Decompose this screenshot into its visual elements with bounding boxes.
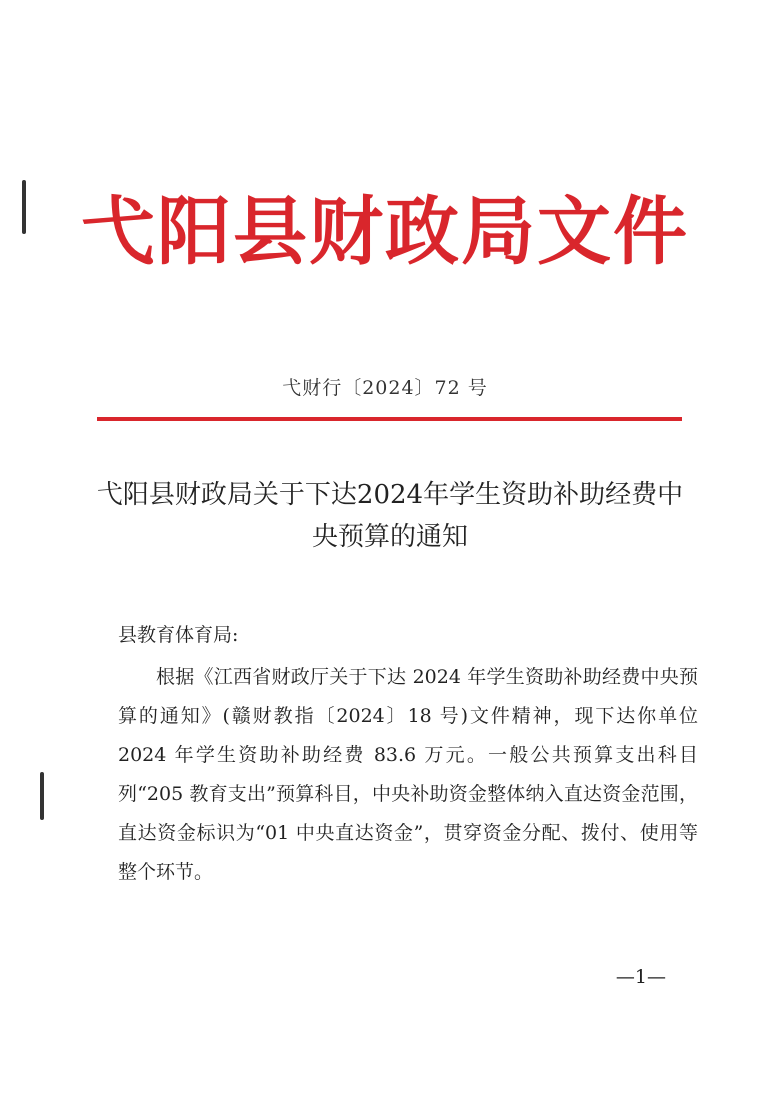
recipient-line: 县教育体育局:: [118, 624, 239, 646]
staple-mark-bottom: [40, 772, 44, 820]
document-number: 弋财行〔2024〕72 号: [282, 377, 488, 399]
page-number: —1—: [615, 966, 666, 988]
header-divider-line: [97, 417, 682, 421]
notice-title: 弋阳县财政局关于下达2024年学生资助补助经费中央预算的通知: [96, 480, 684, 552]
document-header-title: 弋阳县财政局文件: [81, 189, 689, 275]
body-paragraph: 根据《江西省财政厅关于下达 2024 年学生资助补助经费中央预算的通知》(赣财教指〔2024〕18 号)文件精神，现下达你单位 2024 年学生资助补助经费 83.6 万元。一般公共预算支出科目列“205 教育支出”预算科目，中央补助资金整体纳入直达资金范围，直达资金标识为“01 中央直达资金”，贯穿资金分配、拨付、使用等整个环节。: [118, 666, 698, 883]
